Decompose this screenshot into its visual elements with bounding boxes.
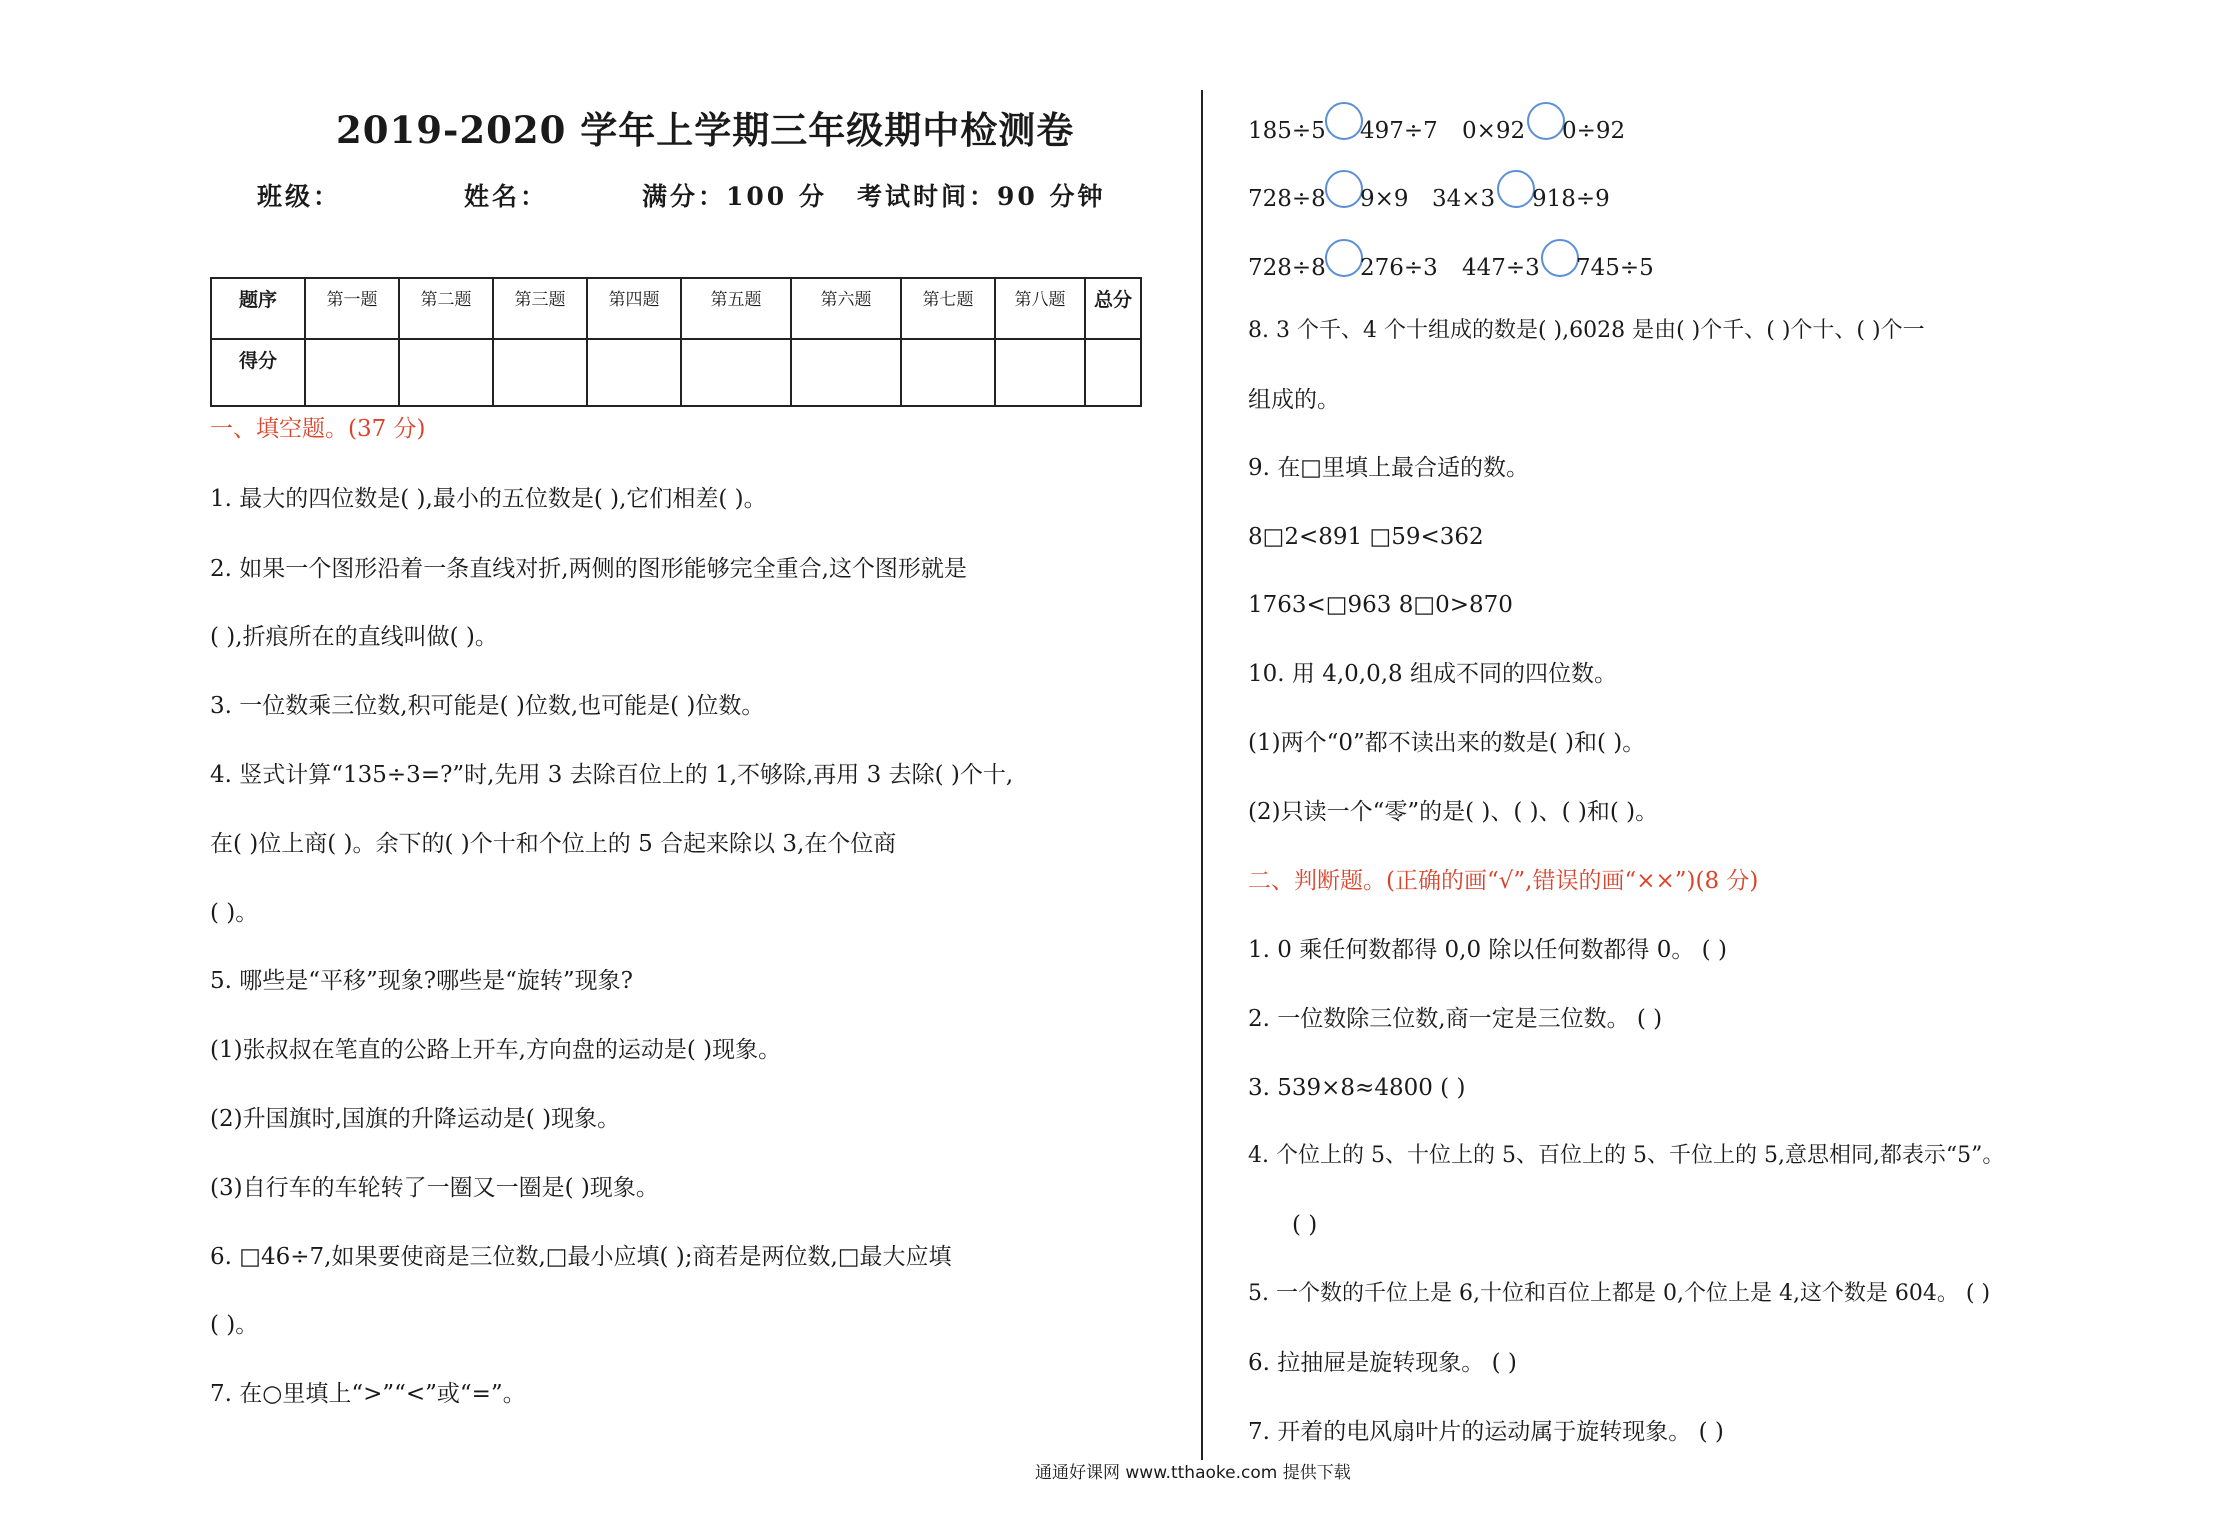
judge-4-cont: ( ) bbox=[1292, 1212, 1318, 1238]
page-title: 2019-2020 学年上学期三年级期中检测卷 bbox=[336, 108, 1075, 152]
question-6-cont: ( )。 bbox=[210, 1312, 259, 1338]
compare-circle[interactable] bbox=[1541, 239, 1579, 277]
compare-circle[interactable] bbox=[1497, 170, 1535, 208]
exam-time: 考试时间：90 分钟 bbox=[857, 182, 1106, 211]
compare-circle[interactable] bbox=[1325, 170, 1363, 208]
score-cell[interactable] bbox=[995, 339, 1085, 406]
question-8-cont: 组成的。 bbox=[1248, 387, 1340, 413]
question-10-1: (1)两个“0”都不读出来的数是( )和( )。 bbox=[1248, 730, 1646, 756]
column-divider bbox=[1201, 90, 1203, 1460]
compare-expr: 918÷9 bbox=[1532, 186, 1610, 212]
compare-expr: 497÷7 bbox=[1360, 118, 1438, 144]
table-header-cell: 总分 bbox=[1085, 278, 1141, 339]
question-5-3: (3)自行车的车轮转了一圈又一圈是( )现象。 bbox=[210, 1175, 659, 1201]
score-cell[interactable] bbox=[399, 339, 493, 406]
compare-expr: 276÷3 bbox=[1360, 255, 1438, 281]
score-cell[interactable] bbox=[305, 339, 399, 406]
class-label: 班级： bbox=[257, 182, 342, 211]
score-cell[interactable] bbox=[681, 339, 791, 406]
compare-circle[interactable] bbox=[1325, 102, 1363, 140]
table-header-cell: 第八题 bbox=[995, 278, 1085, 339]
compare-expr: 728÷8 bbox=[1248, 255, 1326, 281]
score-cell[interactable] bbox=[791, 339, 901, 406]
compare-circle[interactable] bbox=[1527, 102, 1565, 140]
judge-2: 2. 一位数除三位数,商一定是三位数。 ( ) bbox=[1248, 1006, 1663, 1032]
judge-3: 3. 539×8≈4800 ( ) bbox=[1248, 1075, 1466, 1101]
compare-expr: 0÷92 bbox=[1562, 118, 1626, 144]
score-cell[interactable] bbox=[587, 339, 681, 406]
question-2-cont: ( ),折痕所在的直线叫做( )。 bbox=[210, 624, 498, 650]
judge-7: 7. 开着的电风扇叶片的运动属于旋转现象。 ( ) bbox=[1248, 1419, 1724, 1445]
question-10: 10. 用 4,0,0,8 组成不同的四位数。 bbox=[1248, 661, 1617, 687]
score-cell[interactable] bbox=[1085, 339, 1141, 406]
table-header-cell: 第二题 bbox=[399, 278, 493, 339]
full-score: 满分：100 分 bbox=[642, 182, 827, 211]
compare-expr: 745÷5 bbox=[1576, 255, 1654, 281]
score-row-label: 得分 bbox=[211, 339, 305, 406]
judge-1: 1. 0 乘任何数都得 0,0 除以任何数都得 0。 ( ) bbox=[1248, 937, 1727, 963]
question-1: 1. 最大的四位数是( ),最小的五位数是( ),它们相差( )。 bbox=[210, 486, 767, 512]
question-3: 3. 一位数乘三位数,积可能是( )位数,也可能是( )位数。 bbox=[210, 693, 765, 719]
name-label: 姓名： bbox=[464, 182, 549, 211]
section-fill-blank: 一、填空题。(37 分) bbox=[210, 416, 426, 442]
question-9-1: 8□2<891 □59<362 bbox=[1248, 524, 1484, 550]
compare-expr: 34×3 bbox=[1432, 186, 1496, 212]
compare-circle[interactable] bbox=[1325, 239, 1363, 277]
table-header-cell: 第六题 bbox=[791, 278, 901, 339]
question-10-2: (2)只读一个“零”的是( )、( )、( )和( )。 bbox=[1248, 799, 1659, 825]
compare-expr: 447÷3 bbox=[1462, 255, 1540, 281]
score-cell[interactable] bbox=[493, 339, 587, 406]
judge-4: 4. 个位上的 5、十位上的 5、百位上的 5、千位上的 5,意思相同,都表示“5”。 bbox=[1248, 1143, 2005, 1168]
question-4-cont: ( )。 bbox=[210, 900, 259, 926]
footer-credit: 通通好课网 www.tthaoke.com 提供下载 bbox=[1035, 1463, 1351, 1483]
question-6: 6. □46÷7,如果要使商是三位数,□最小应填( );商若是两位数,□最大应填 bbox=[210, 1244, 952, 1270]
judge-6: 6. 拉抽屉是旋转现象。 ( ) bbox=[1248, 1350, 1517, 1376]
question-8: 8. 3 个千、4 个十组成的数是( ),6028 是由( )个千、( )个十、( )个一 bbox=[1248, 318, 1925, 343]
judge-5: 5. 一个数的千位上是 6,十位和百位上都是 0,个位上是 4,这个数是 604。 ( ) bbox=[1248, 1281, 1991, 1306]
question-2: 2. 如果一个图形沿着一条直线对折,两侧的图形能够完全重合,这个图形就是 bbox=[210, 556, 967, 582]
question-5: 5. 哪些是“平移”现象?哪些是“旋转”现象? bbox=[210, 968, 633, 994]
question-4-cont: 在( )位上商( )。余下的( )个十和个位上的 5 合起来除以 3,在个位商 bbox=[210, 831, 897, 857]
compare-expr: 728÷8 bbox=[1248, 186, 1326, 212]
question-9: 9. 在□里填上最合适的数。 bbox=[1248, 455, 1529, 481]
section-judgement: 二、判断题。(正确的画“√”,错误的画“××”)(8 分) bbox=[1248, 868, 1759, 894]
score-cell[interactable] bbox=[901, 339, 995, 406]
table-header-cell: 第三题 bbox=[493, 278, 587, 339]
table-header-cell: 第七题 bbox=[901, 278, 995, 339]
table-header-cell: 第五题 bbox=[681, 278, 791, 339]
table-header-cell: 第一题 bbox=[305, 278, 399, 339]
table-header-cell: 题序 bbox=[211, 278, 305, 339]
compare-expr: 185÷5 bbox=[1248, 118, 1326, 144]
question-4: 4. 竖式计算“135÷3=?”时,先用 3 去除百位上的 1,不够除,再用 3 去除( )个十, bbox=[210, 762, 1014, 788]
score-table bbox=[210, 277, 1142, 407]
compare-expr: 9×9 bbox=[1360, 186, 1409, 212]
question-7: 7. 在○里填上“>”“<”或“=”。 bbox=[210, 1381, 526, 1407]
question-5-2: (2)升国旗时,国旗的升降运动是( )现象。 bbox=[210, 1106, 621, 1132]
question-5-1: (1)张叔叔在笔直的公路上开车,方向盘的运动是( )现象。 bbox=[210, 1037, 782, 1063]
compare-expr: 0×92 bbox=[1462, 118, 1526, 144]
question-9-2: 1763<□963 8□0>870 bbox=[1248, 592, 1513, 618]
table-header-cell: 第四题 bbox=[587, 278, 681, 339]
